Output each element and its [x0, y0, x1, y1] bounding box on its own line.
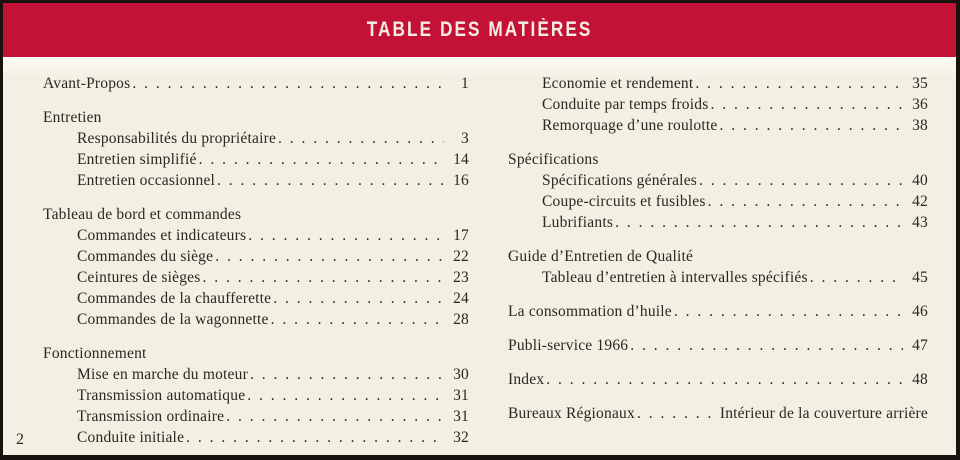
toc-entry	[43, 267, 469, 288]
toc-entry-page: 40	[912, 172, 928, 189]
toc-entry-page: 46	[912, 303, 928, 320]
toc-entry	[508, 115, 928, 136]
toc-entry-label: Remorquage d’une roulotte	[542, 117, 718, 134]
toc-entry	[43, 309, 469, 330]
toc-entry	[43, 225, 469, 246]
toc-group	[508, 301, 928, 322]
toc-entry	[43, 246, 469, 267]
toc-group	[43, 73, 469, 94]
dot-leader	[699, 170, 903, 191]
toc-entry-page: 22	[453, 248, 469, 265]
toc-entry-label: Conduite par temps froids	[542, 96, 709, 113]
toc-entry-label: Ceintures de sièges	[77, 269, 201, 286]
toc-entry-page: 30	[453, 366, 469, 383]
dot-leader	[695, 73, 903, 94]
toc-entry	[43, 406, 469, 427]
toc-group	[43, 204, 469, 330]
toc-section-heading: Entretien	[43, 109, 102, 126]
dot-leader	[250, 364, 444, 385]
dot-leader	[202, 267, 444, 288]
toc-entry-label: Avant-Propos	[43, 75, 131, 92]
dot-leader	[271, 309, 444, 330]
toc-entry-label: Economie et rendement	[542, 75, 694, 92]
toc-entry	[508, 335, 928, 356]
dot-leader	[247, 385, 444, 406]
dot-leader	[215, 246, 444, 267]
toc-entry-label: Commandes de la chaufferette	[77, 290, 272, 307]
dot-leader	[248, 225, 444, 246]
toc-entry-page: Intérieur de la couverture arrière	[719, 405, 928, 422]
toc-section-heading: Spécifications	[508, 151, 599, 168]
toc-entry-page: 31	[453, 387, 469, 404]
toc-entry	[508, 267, 928, 288]
header-band	[3, 3, 956, 57]
dot-leader	[278, 128, 444, 149]
dot-leader	[630, 335, 903, 356]
toc-entry-page: 3	[461, 130, 469, 147]
toc-entry-label: Index	[508, 371, 545, 388]
dot-leader	[710, 94, 903, 115]
toc-entry-page: 17	[453, 227, 469, 244]
toc-entry	[508, 403, 928, 424]
toc-entry	[508, 369, 928, 390]
toc-entry	[43, 128, 469, 149]
toc-entry	[43, 73, 469, 94]
toc-entry-label: Spécifications générales	[542, 172, 698, 189]
dot-leader	[810, 267, 903, 288]
toc-group	[508, 149, 928, 233]
dot-leader	[615, 212, 903, 233]
toc-entry-page: 28	[453, 311, 469, 328]
toc-section-heading: Fonctionnement	[43, 345, 147, 362]
toc-entry	[43, 427, 469, 448]
document-page	[3, 57, 956, 455]
toc-entry-page: 16	[453, 172, 469, 189]
toc-group	[43, 107, 469, 191]
dot-leader	[186, 427, 444, 448]
toc-entry-label: Bureaux Régionaux	[508, 405, 635, 422]
page-title: TABLE DES MATIÈRES	[366, 18, 593, 41]
toc-entry-label: La consommation d’huile	[508, 303, 672, 320]
toc-entry-page: 32	[453, 429, 469, 446]
toc-entry	[43, 288, 469, 309]
dot-leader	[708, 191, 903, 212]
dot-leader	[719, 115, 903, 136]
toc-entry-label: Commandes du siège	[77, 248, 214, 265]
toc-entry	[43, 170, 469, 191]
toc-entry-page: 31	[453, 408, 469, 425]
toc-group	[508, 73, 928, 136]
toc-group	[508, 369, 928, 390]
toc-entry-label: Coupe-circuits et fusibles	[542, 193, 706, 210]
toc-entry-label: Tableau d’entretien à intervalles spécifiés	[542, 269, 808, 286]
toc-entry-page: 48	[912, 371, 928, 388]
toc-entry-label: Conduite initiale	[77, 429, 185, 446]
toc-entry-label: Responsabilités du propriétaire	[77, 130, 277, 147]
toc-entry	[508, 301, 928, 322]
toc-entry	[43, 149, 469, 170]
toc-entry-page: 23	[453, 269, 469, 286]
toc-entry	[508, 212, 928, 233]
toc-entry-label: Mise en marche du moteur	[77, 366, 248, 383]
toc-entry	[43, 385, 469, 406]
dot-leader	[637, 403, 717, 424]
toc-entry-page: 36	[912, 96, 928, 113]
toc-entry	[508, 73, 928, 94]
toc-entry-label: Lubrifiants	[542, 214, 614, 231]
toc-entry-label: Entretien simplifié	[77, 151, 197, 168]
toc-entry-page: 42	[912, 193, 928, 210]
toc-entry-page: 45	[912, 269, 928, 286]
toc-column-right	[508, 73, 928, 455]
toc-group	[508, 335, 928, 356]
toc-entry-page: 38	[912, 117, 928, 134]
toc-entry	[508, 170, 928, 191]
toc-entry	[508, 94, 928, 115]
toc-group	[508, 403, 928, 424]
toc-entry-page: 35	[912, 75, 928, 92]
toc-entry-page: 1	[461, 75, 469, 92]
toc-entry	[508, 191, 928, 212]
toc-entry	[43, 364, 469, 385]
toc-column-left	[43, 73, 469, 455]
toc-entry-label: Publi-service 1966	[508, 337, 629, 354]
toc-entry-label: Entretien occasionnel	[77, 172, 216, 189]
toc-entry-page: 24	[453, 290, 469, 307]
toc-group	[43, 343, 469, 448]
dot-leader	[132, 73, 444, 94]
toc-group	[508, 246, 928, 288]
toc-entry-label: Commandes et indicateurs	[77, 227, 247, 244]
dot-leader	[217, 170, 444, 191]
toc-entry-page: 14	[453, 151, 469, 168]
toc-entry-label: Transmission ordinaire	[77, 408, 225, 425]
dot-leader	[674, 301, 903, 322]
toc-section-heading: Tableau de bord et commandes	[43, 206, 242, 223]
toc-entry-page: 43	[912, 214, 928, 231]
dot-leader	[199, 149, 444, 170]
dot-leader	[546, 369, 903, 390]
toc-entry-page: 47	[912, 337, 928, 354]
toc-entry-label: Commandes de la wagonnette	[77, 311, 269, 328]
page-number: 2	[16, 431, 24, 448]
dot-leader	[226, 406, 444, 427]
toc-entry-label: Transmission automatique	[77, 387, 246, 404]
toc-section-heading: Guide d’Entretien de Qualité	[508, 248, 694, 265]
dot-leader	[273, 288, 444, 309]
